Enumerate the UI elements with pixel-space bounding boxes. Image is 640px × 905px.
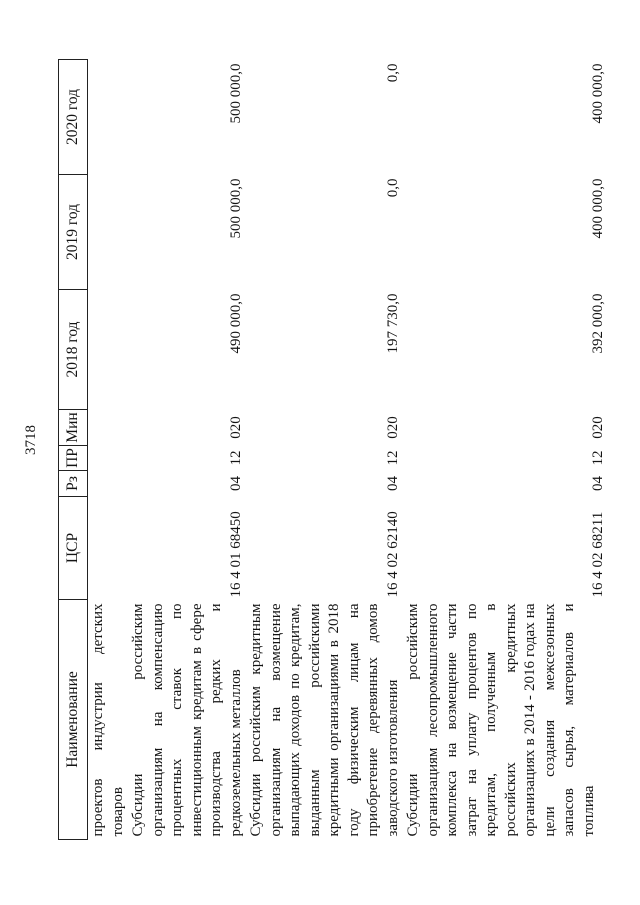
cell-pr: 12 <box>227 450 244 466</box>
cell-2018: 490 000,0 <box>227 293 244 354</box>
cell-2020: 500 000,0 <box>227 63 244 124</box>
cell-rz: 04 <box>589 476 606 491</box>
table-row <box>246 60 403 840</box>
cell-csr: 16 4 02 68211 <box>589 511 606 598</box>
table-row <box>403 60 630 840</box>
cell-min <box>88 410 129 446</box>
header-csr: ЦСР <box>59 497 88 600</box>
header-row <box>59 60 88 840</box>
cell-rz <box>88 471 129 497</box>
cell-min: 020 <box>384 416 401 439</box>
table-row <box>88 60 129 840</box>
cell-name: Субсидии российским кредитным организациям на возмещение выпадающих доходов по кредитам, выданным российскими кредитными организациями в 2018 году физическим лицам на приобретение деревянных домов заводского изготовления <box>248 603 401 837</box>
cell-min: 020 <box>227 416 244 439</box>
cell-pr <box>88 446 129 471</box>
cell-rz: 04 <box>384 476 401 491</box>
cell-name: проектов индустрии детских товаров <box>90 603 126 837</box>
page-number: 3718 <box>23 425 39 455</box>
cell-rz: 04 <box>227 476 244 491</box>
cell-2020: 400 000,0 <box>589 63 606 124</box>
header-min: Мин <box>59 410 88 446</box>
header-pr: ПР <box>59 446 88 471</box>
cell-csr: 16 4 02 62140 <box>384 511 401 598</box>
table-row <box>128 60 246 840</box>
cell-name: Субсидии российским организациям на компенсацию процентных ставок по инвестиционным кредитам в сфере производства редких и редкоземельных металлов <box>130 603 244 837</box>
header-2018: 2018 год <box>59 290 88 410</box>
cell-2018: 392 000,0 <box>589 293 606 354</box>
cell-name: Субсидии российским организациям лесопромышленного комплекса на возмещение части затрат на уплату процентов по кредитам, полученным в российских кредитных организациях в 2014 - 2016 годах на цели создания межсезонных запасов сырья, материалов и топлива <box>405 603 597 837</box>
header-2019: 2019 год <box>59 175 88 290</box>
cell-2020 <box>88 60 129 175</box>
cell-csr: 16 4 01 68450 <box>227 511 244 598</box>
cell-2019: 500 000,0 <box>227 178 244 239</box>
cell-2018 <box>88 290 129 410</box>
cell-csr <box>88 497 129 600</box>
rotated-page-content <box>23 60 606 840</box>
cell-2019: 0,0 <box>384 178 401 198</box>
cell-pr: 12 <box>589 450 606 466</box>
cell-2019 <box>88 175 129 290</box>
cell-2020: 0,0 <box>384 63 401 83</box>
cell-pr: 12 <box>384 450 401 466</box>
header-name: Наименование <box>59 600 88 840</box>
budget-table <box>58 59 630 840</box>
header-2020: 2020 год <box>59 60 88 175</box>
cell-2019: 400 000,0 <box>589 178 606 239</box>
cell-min: 020 <box>589 416 606 439</box>
cell-2018: 197 730,0 <box>384 293 401 354</box>
header-rz: Рз <box>59 471 88 497</box>
